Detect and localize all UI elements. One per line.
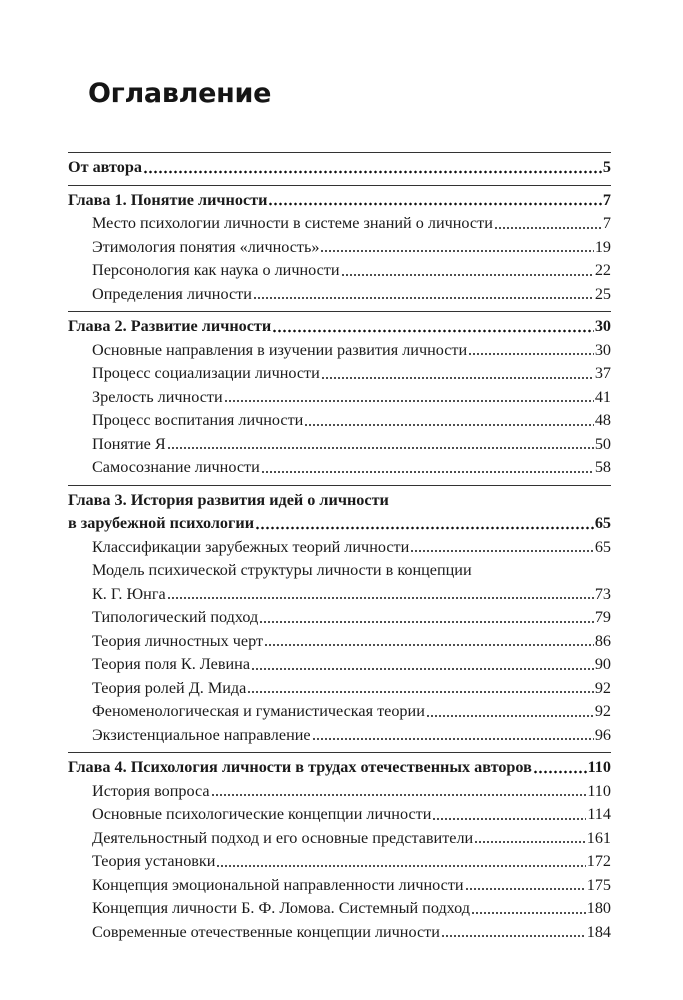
toc-item-label: Место психологии личности в системе знаний о личности — [92, 214, 493, 232]
toc-item-label: Основные направления в изучении развития личности — [92, 340, 468, 359]
dot-leader — [167, 595, 594, 601]
toc-item[interactable] — [68, 827, 611, 851]
toc-item[interactable] — [68, 212, 611, 236]
page-title: Оглавление — [88, 78, 272, 109]
toc-page-number: 92 — [594, 678, 611, 697]
toc-page-number: 86 — [594, 631, 611, 650]
toc-item-label: Теория установки — [92, 852, 216, 870]
toc-heading-line-1[interactable] — [68, 489, 611, 513]
toc-item[interactable] — [68, 456, 611, 480]
toc-item-label: Процесс социализации личности — [92, 364, 320, 382]
toc-item[interactable] — [68, 606, 611, 630]
dot-leader — [259, 619, 594, 625]
toc-page-number: 65 — [594, 537, 611, 556]
toc-item[interactable] — [68, 850, 611, 874]
dot-leader — [255, 525, 594, 531]
toc-item-label: Определения личности — [92, 284, 252, 303]
toc-page-number: 114 — [587, 805, 611, 823]
toc-heading-label: От автора — [68, 158, 142, 176]
toc-page-number: 30 — [594, 317, 611, 335]
toc-page-number: 41 — [594, 387, 611, 406]
toc-heading[interactable] — [68, 512, 611, 536]
dot-leader — [441, 933, 586, 939]
toc-item[interactable] — [68, 780, 611, 804]
toc-item-label: Основные психологические концепции личности — [92, 805, 432, 823]
toc-heading-label: в зарубежной психологии — [68, 514, 255, 532]
toc-item-label: Теория ролей Д. Мида — [92, 678, 247, 697]
toc-page-number: 7 — [602, 190, 611, 209]
toc-section-chapter-3 — [68, 485, 611, 753]
toc-item[interactable] — [68, 236, 611, 260]
toc-item[interactable] — [68, 630, 611, 654]
toc-page-number: 5 — [602, 158, 611, 176]
toc-item[interactable] — [68, 283, 611, 307]
dot-leader — [320, 248, 593, 254]
dot-leader — [312, 736, 594, 742]
toc-page-number: 175 — [586, 875, 611, 894]
toc-item-label: Персонология как наука о личности — [92, 261, 340, 279]
toc-page-number: 172 — [586, 852, 611, 870]
toc-item-label: Теория поля К. Левина — [92, 655, 251, 673]
toc-item-label: Зрелость личности — [92, 387, 223, 406]
toc-page-number: 30 — [594, 340, 611, 359]
toc-item-label: Современные отечественные концепции личности — [92, 922, 440, 941]
toc-item-label: Модель психической структуры личности в концепции — [92, 561, 472, 579]
toc-item-label: Теория личностных черт — [92, 631, 264, 650]
toc-item-label: Феноменологическая и гуманистическая теории — [92, 702, 425, 720]
toc-page-number: 65 — [594, 514, 611, 532]
toc-heading[interactable] — [68, 315, 611, 339]
dot-leader — [216, 863, 585, 869]
toc-item[interactable] — [68, 339, 611, 363]
table-of-contents — [68, 152, 611, 949]
toc-item[interactable] — [68, 409, 611, 433]
toc-item-label: Концепция личности Б. Ф. Ломова. Системный подход — [92, 899, 471, 917]
dot-leader — [474, 839, 586, 845]
toc-page-number: 110 — [587, 758, 611, 776]
toc-item-label: История вопроса — [92, 781, 210, 800]
toc-item-label: Классификации зарубежных теорий личности — [92, 537, 410, 556]
toc-section-chapter-2 — [68, 311, 611, 485]
toc-section-chapter-4 — [68, 752, 611, 949]
toc-page-number: 22 — [594, 261, 611, 279]
toc-page-number: 184 — [586, 922, 611, 941]
dot-leader — [224, 398, 594, 404]
toc-item-line-1[interactable] — [68, 559, 611, 583]
dot-leader — [143, 169, 602, 175]
dot-leader — [341, 272, 594, 278]
toc-page-number: 25 — [594, 284, 611, 303]
dot-leader — [268, 201, 601, 207]
toc-item-label: Этимология понятия «личность» — [92, 237, 320, 256]
toc-item[interactable] — [68, 583, 611, 607]
toc-item[interactable] — [68, 653, 611, 677]
toc-page-number: 19 — [594, 237, 611, 256]
toc-heading-label: Глава 1. Понятие личности — [68, 190, 268, 209]
toc-item[interactable] — [68, 921, 611, 945]
dot-leader — [465, 886, 586, 892]
toc-heading-label: Глава 3. История развития идей о личности — [68, 490, 389, 509]
dot-leader — [494, 225, 602, 231]
dot-leader — [264, 642, 594, 648]
dot-leader — [471, 910, 586, 916]
toc-item-label: Процесс воспитания личности — [92, 411, 304, 429]
toc-heading-label: Глава 2. Развитие личности — [68, 317, 272, 335]
toc-item[interactable] — [68, 724, 611, 748]
dot-leader — [251, 666, 594, 672]
toc-item[interactable] — [68, 259, 611, 283]
toc-section-preface — [68, 152, 611, 185]
toc-item[interactable] — [68, 536, 611, 560]
dot-leader — [253, 295, 594, 301]
dot-leader — [272, 328, 594, 334]
toc-item[interactable] — [68, 433, 611, 457]
dot-leader — [321, 375, 594, 381]
toc-item-label: Самосознание личности — [92, 458, 260, 476]
toc-heading[interactable] — [68, 189, 611, 213]
toc-page-number: 37 — [594, 364, 611, 382]
toc-page-number: 161 — [586, 828, 611, 847]
toc-heading-label: Глава 4. Психология личности в трудах отечественных авторов — [68, 758, 532, 776]
toc-page-number: 79 — [594, 608, 611, 626]
toc-section-chapter-1 — [68, 185, 611, 312]
dot-leader — [247, 689, 593, 695]
dot-leader — [167, 445, 594, 451]
toc-item-label: Понятие Я — [92, 434, 166, 453]
toc-page-number: 7 — [602, 214, 611, 232]
dot-leader — [432, 816, 586, 822]
toc-item[interactable] — [68, 874, 611, 898]
toc-item[interactable] — [68, 677, 611, 701]
toc-item-label: К. Г. Юнга — [92, 584, 166, 603]
toc-item[interactable] — [68, 700, 611, 724]
toc-page-number: 180 — [586, 899, 611, 917]
dot-leader — [211, 792, 587, 798]
dot-leader — [468, 351, 594, 357]
toc-page-number: 90 — [594, 655, 611, 673]
toc-page-number: 50 — [594, 434, 611, 453]
toc-item-label: Концепция эмоциональной направленности личности — [92, 875, 464, 894]
toc-page-number: 92 — [594, 702, 611, 720]
dot-leader — [426, 713, 594, 719]
toc-item[interactable] — [68, 897, 611, 921]
toc-page-number: 73 — [594, 584, 611, 603]
toc-heading[interactable] — [68, 156, 611, 180]
dot-leader — [261, 469, 594, 475]
toc-item-label: Экзистенциальное направление — [92, 725, 311, 744]
dot-leader — [533, 769, 587, 775]
toc-item-label: Деятельностный подход и его основные представители — [92, 828, 474, 847]
toc-page-number: 48 — [594, 411, 611, 429]
toc-item-label: Типологический подход — [92, 608, 259, 626]
toc-item[interactable] — [68, 803, 611, 827]
dot-leader — [304, 422, 593, 428]
toc-page-number: 110 — [587, 781, 611, 800]
toc-page-number: 58 — [594, 458, 611, 476]
toc-heading[interactable] — [68, 756, 611, 780]
toc-page-number: 96 — [594, 725, 611, 744]
toc-item[interactable] — [68, 362, 611, 386]
toc-item[interactable] — [68, 386, 611, 410]
dot-leader — [410, 548, 594, 554]
